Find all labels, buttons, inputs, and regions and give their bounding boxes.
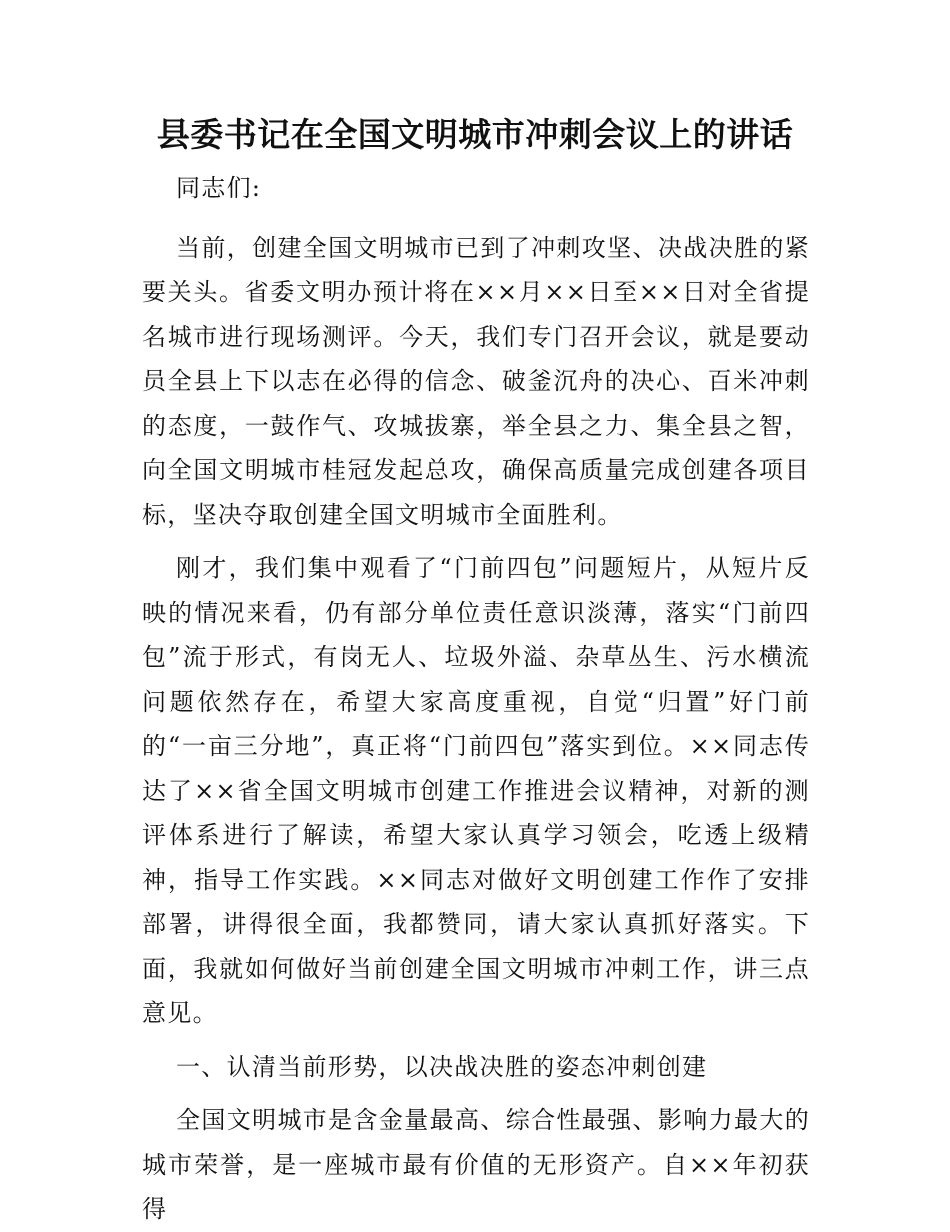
document-body (142, 166, 810, 1232)
body-paragraph-1: 当前，创建全国文明城市已到了冲刺攻坚、决战决胜的紧要关头。省委文明办预计将在××月××日至××日对全省提名城市进行现场测评。今天，我们专门召开会议，就是要动员全县上下以志在必得的信念、破釜沉舟的决心、百米冲刺的态度，一鼓作气、攻城拔寨，举全县之力、集全县之智，向全国文明城市桂冠发起总攻，确保高质量完成创建各项目标，坚决夺取创建全国文明城市全面胜利。 (142, 233, 810, 529)
document-title: 县委书记在全国文明城市冲刺会议上的讲话 (156, 115, 794, 154)
body-paragraph-3: 全国文明城市是含金量最高、综合性最强、影响力最大的城市荣誉，是一座城市最有价值的无形资产。自××年初获得 (142, 1106, 810, 1223)
section-heading: 一、认清当前形势，以决战决胜的姿态冲刺创建 (176, 1052, 708, 1081)
salutation: 同志们: (176, 174, 262, 202)
body-paragraph-2: 刚才，我们集中观看了“门前四包”问题短片，从短片反映的情况来看，仍有部分单位责任意识淡薄，落实“门前四包”流于形式，有岗无人、垃圾外溢、杂草丛生、污水横流问题依然存在，希望大家高度重视，自觉“归置”好门前的“一亩三分地”，真正将“门前四包”落实到位。××同志传达了××省全国文明城市创建工作推进会议精神，对新的测评体系进行了解读，希望大家认真学习领会，吃透上级精神，指导工作实践。××同志对做好文明创建工作作了安排部署，讲得很全面，我都赞同，请大家认真抓好落实。下面，我就如何做好当前创建全国文明城市冲刺工作，讲三点意见。 (142, 554, 810, 1027)
